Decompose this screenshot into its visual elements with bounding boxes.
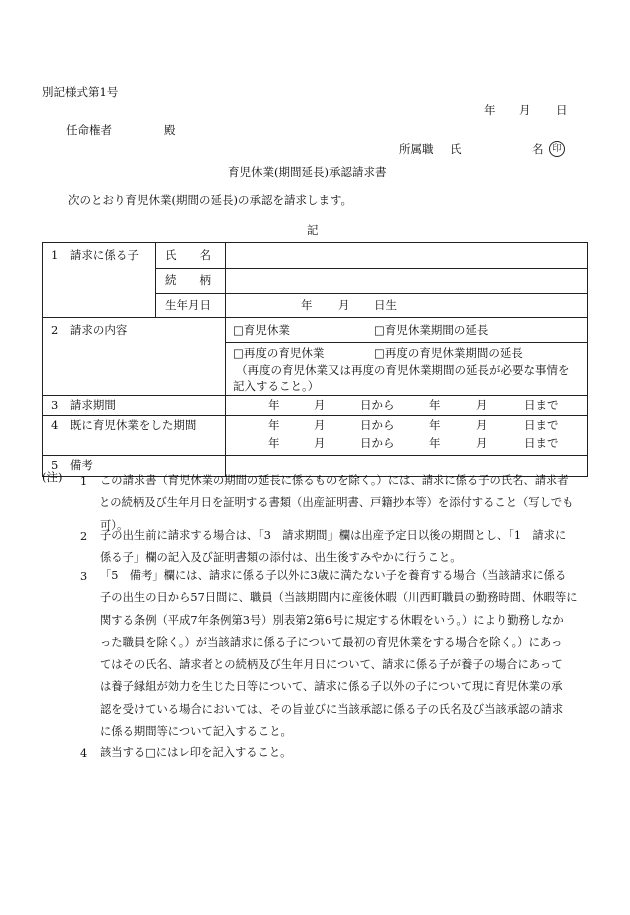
note-3-line-6: は養子縁組が効力を生じた日等について、請求に係る子以外の子について現に育児休業の承 — [100, 680, 563, 694]
option-leave-extension[interactable]: □育児休業期間の延長 — [374, 323, 489, 337]
note-3-line-8: に係る期間等について記入すること。 — [100, 725, 292, 739]
name-label-shi: 氏 — [450, 142, 462, 156]
prev1-from-day: 日から — [360, 418, 395, 432]
note-1-line-2: との続柄及び生年月日を証明する書類（出産証明書、戸籍抄本等）を添付すること（写しでも — [99, 496, 574, 510]
child-relation-field[interactable] — [227, 269, 587, 292]
request-form-table — [42, 242, 588, 477]
period-to-day: 日まで — [524, 398, 559, 412]
note-1-line-1: この請求書（育児休業の期間の延長に係るものを除く。）には、請求に係る子の氏名、請求者 — [100, 474, 569, 487]
row-previous-leave — [43, 416, 587, 456]
dob-day: 日生 — [374, 298, 397, 312]
prev2-to-day: 日まで — [524, 436, 559, 450]
prev1-from-month: 月 — [314, 418, 326, 432]
row-child-label: 1 請求に係る子 — [51, 248, 139, 262]
note-3-line-2: 子の出生の日から57日間に、職員（当該期間内に産後休暇（川西町職員の勤務時間、休暇等に — [100, 591, 578, 605]
note-2-line-1: 子の出生前に請求する場合は、「3 請求期間」欄は出産予定日以後の期間とし、「1 請求に — [100, 529, 567, 542]
note-4-line-1: 該当する□にはレ印を記入すること。 — [100, 746, 292, 759]
date-year-label: 年 — [484, 103, 496, 117]
content-note-line1: （再度の育児休業又は再度の育児休業期間の延長が必要な事情を — [236, 363, 570, 377]
child-name-label: 氏 名 — [165, 248, 211, 262]
prev1-to-year: 年 — [429, 418, 441, 432]
note-3-line-7: 認を受けている場合においては、その旨並びに当該承認に係る子の氏名及び当該承認の請求 — [100, 702, 564, 716]
row-child — [43, 243, 587, 318]
note-2-line-2: 係る子」欄の記入及び証明書類の添付は、出生後すみやかに行うこと。 — [100, 551, 462, 565]
date-day-label: 日 — [556, 103, 568, 117]
note-3-line-1: 「5 備考」欄には、請求に係る子以外に3歳に満たない子を養育する場合（当該請求に係る — [100, 569, 567, 582]
prev2-to-year: 年 — [429, 436, 441, 450]
seal-mark — [549, 141, 565, 157]
child-relation-label: 続 柄 — [165, 273, 211, 287]
prev2-from-year: 年 — [268, 436, 280, 450]
child-name-field[interactable] — [227, 244, 587, 267]
notes-prefix: (注) — [42, 470, 63, 484]
row-content-label: 2 請求の内容 — [51, 323, 128, 337]
name-label-mei: 名 — [532, 142, 544, 156]
row-remarks-label: 5 備考 — [51, 458, 93, 472]
option-repeat-leave[interactable]: □再度の育児休業 — [233, 346, 325, 360]
prev2-from-day: 日から — [360, 436, 395, 450]
prev1-to-month: 月 — [476, 418, 488, 432]
intro-text: 次のとおり育児休業(期間の延長)の承認を請求します。 — [68, 193, 353, 207]
row-previous-label: 4 既に育児休業をした期間 — [51, 418, 197, 432]
prev2-to-month: 月 — [476, 436, 488, 450]
note-3 — [100, 565, 588, 743]
affiliation-label: 所属職 — [399, 142, 434, 156]
period-to-month: 月 — [476, 398, 488, 412]
dob-month: 月 — [338, 298, 350, 312]
content-note-line2: 記入すること。） — [233, 379, 320, 393]
honorific-label: 殿 — [164, 123, 176, 137]
prev1-from-year: 年 — [268, 418, 280, 432]
ki-label: 記 — [307, 223, 319, 237]
dob-year: 年 — [301, 298, 313, 312]
form-number: 別記様式第1号 — [42, 85, 119, 99]
addressee-label: 任命権者 — [66, 123, 112, 137]
prev2-from-month: 月 — [314, 436, 326, 450]
note-2 — [100, 525, 588, 570]
period-to-year: 年 — [429, 398, 441, 412]
seal-label: 印 — [552, 144, 562, 154]
row-period-label: 3 請求期間 — [51, 398, 116, 412]
period-from-day: 日から — [360, 398, 395, 412]
row-request-content — [43, 318, 587, 396]
row-request-period — [43, 396, 587, 416]
note-number-1: 1 — [80, 475, 88, 488]
period-from-year: 年 — [268, 398, 280, 412]
period-from-month: 月 — [314, 398, 326, 412]
option-childcare-leave[interactable]: □育児休業 — [233, 323, 290, 337]
document-title: 育児休業(期間延長)承認請求書 — [228, 165, 387, 179]
note-number-4: 4 — [80, 747, 88, 760]
option-repeat-extension[interactable]: □再度の育児休業期間の延長 — [374, 346, 523, 360]
note-1-line-3: 可）。 — [100, 518, 129, 532]
note-4 — [100, 742, 588, 764]
note-3-line-3: 関する条例（平成7年条例第3号）別表第2第6号に規定する休暇をいう。）により勤務しなか — [100, 613, 564, 627]
note-number-2: 2 — [80, 530, 88, 543]
note-number-3: 3 — [80, 570, 88, 583]
prev1-to-day: 日まで — [524, 418, 559, 432]
note-3-line-4: った職員を除く。）が当該請求に係る子について最初の育児休業をする場合を除く。）にあっ — [100, 635, 563, 649]
note-3-line-5: てはその氏名、請求者との続柄及び生年月日について、請求に係る子が養子の場合にあって — [100, 658, 563, 672]
date-month-label: 月 — [519, 103, 531, 117]
child-dob-label: 生年月日 — [165, 298, 211, 312]
